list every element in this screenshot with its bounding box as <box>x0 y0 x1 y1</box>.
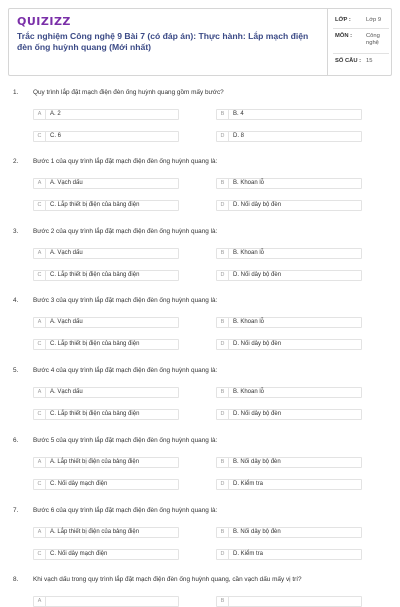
worksheet-meta <box>329 9 391 75</box>
option-letter: D <box>217 132 229 141</box>
option-text: A. Vạch dấu <box>50 250 83 256</box>
answer-option-d[interactable] <box>216 339 362 350</box>
option-letter: D <box>217 480 229 489</box>
option-letter: A <box>34 597 46 606</box>
logo-text: QUIZIZZ <box>17 15 71 28</box>
option-letter: B <box>217 388 229 397</box>
option-text: A. Vạch dấu <box>50 389 83 395</box>
meta-class-label: LỚP : <box>335 17 351 23</box>
option-letter: A <box>34 458 46 467</box>
question-text: Bước 4 của quy trình lắp đặt mạch điện đèn ống huỳnh quang là: <box>33 367 218 374</box>
option-text: D. 8 <box>233 133 245 139</box>
answer-option-d[interactable] <box>216 200 362 211</box>
option-letter: D <box>217 340 229 349</box>
option-letter: C <box>34 550 46 559</box>
answer-option-d[interactable] <box>216 409 362 420</box>
meta-separator <box>333 53 389 54</box>
option-letter: A <box>34 528 46 537</box>
option-text: A. 2 <box>50 111 61 117</box>
option-text: D. Nối dây bộ đèn <box>233 272 282 278</box>
question-number: 4. <box>13 297 19 304</box>
meta-class-value: Lớp 9 <box>366 17 382 23</box>
answer-option-a[interactable] <box>33 387 179 398</box>
worksheet-title: Trắc nghiệm Công nghệ 9 Bài 7 (có đáp án): Thực hành: Lắp mạch điện đèn ống huỳnh quang (Mới nhất) <box>17 31 309 52</box>
question-text: Quy trình lắp đặt mạch điện đèn ống huỳnh quang gồm mấy bước? <box>33 89 224 96</box>
question-number: 1. <box>13 89 19 96</box>
question-number: 2. <box>13 158 19 165</box>
answer-option-c[interactable] <box>33 339 179 350</box>
answer-option-b[interactable] <box>216 317 362 328</box>
question-number: 6. <box>13 437 19 444</box>
question-number: 5. <box>13 367 19 374</box>
answer-option-a[interactable] <box>33 596 179 607</box>
answer-option-c[interactable] <box>33 200 179 211</box>
option-text: A. Vạch dấu <box>50 319 83 325</box>
answer-option-b[interactable] <box>216 109 362 120</box>
answer-option-a[interactable] <box>33 527 179 538</box>
option-letter: C <box>34 132 46 141</box>
quizizz-logo <box>17 15 71 28</box>
option-letter: B <box>217 597 229 606</box>
meta-subject-value: Công nghệ <box>366 33 380 46</box>
option-text: C. Lắp thiết bị điện của bảng điện <box>50 272 140 278</box>
question-number: 7. <box>13 507 19 514</box>
option-text: C. Lắp thiết bị điện của bảng điện <box>50 202 140 208</box>
option-letter: D <box>217 201 229 210</box>
answer-option-d[interactable] <box>216 131 362 142</box>
option-letter: B <box>217 528 229 537</box>
answer-option-d[interactable] <box>216 549 362 560</box>
option-text: D. Kiểm tra <box>233 481 264 487</box>
question-number: 3. <box>13 228 19 235</box>
option-text: B. Khoan lỗ <box>233 319 265 325</box>
option-letter: B <box>217 179 229 188</box>
header-divider <box>327 9 328 75</box>
answer-option-c[interactable] <box>33 479 179 490</box>
answer-option-d[interactable] <box>216 270 362 281</box>
option-text: B. Nối dây bộ đèn <box>233 529 281 535</box>
option-letter: C <box>34 410 46 419</box>
option-letter: B <box>217 110 229 119</box>
answer-option-b[interactable] <box>216 178 362 189</box>
option-text: B. 4 <box>233 111 244 117</box>
meta-count-value: 15 <box>366 58 373 64</box>
option-text: A. Lắp thiết bị điện của bảng điện <box>50 459 140 465</box>
option-text: D. Kiểm tra <box>233 551 264 557</box>
option-text: C. Lắp thiết bị điện của bảng điện <box>50 411 140 417</box>
option-text: C. 6 <box>50 133 62 139</box>
option-text: B. Khoan lỗ <box>233 389 265 395</box>
option-text: D. Nối dây bộ đèn <box>233 411 282 417</box>
question-number: 8. <box>13 576 19 583</box>
option-text: B. Khoan lỗ <box>233 180 265 186</box>
answer-option-c[interactable] <box>33 409 179 420</box>
meta-count-label: SỐ CÂU : <box>335 58 362 64</box>
answer-option-b[interactable] <box>216 527 362 538</box>
option-letter: C <box>34 201 46 210</box>
question-text: Bước 1 của quy trình lắp đặt mạch điện đèn ống huỳnh quang là: <box>33 158 218 165</box>
option-letter: A <box>34 249 46 258</box>
option-letter: D <box>217 550 229 559</box>
option-text: A. Vạch dấu <box>50 180 83 186</box>
meta-separator <box>333 28 389 29</box>
option-letter: A <box>34 179 46 188</box>
option-text: C. Nối dây mạch điện <box>50 481 108 487</box>
question-text: Khi vạch dấu trong quy trình lắp đặt mạch điện đèn ống huỳnh quang, cần vạch dấu mấy vị trí? <box>33 576 302 583</box>
option-letter: C <box>34 340 46 349</box>
worksheet-header <box>8 8 392 76</box>
answer-option-d[interactable] <box>216 479 362 490</box>
option-letter: A <box>34 110 46 119</box>
option-letter: B <box>217 458 229 467</box>
option-letter: A <box>34 318 46 327</box>
question-text: Bước 3 của quy trình lắp đặt mạch điện đèn ống huỳnh quang là: <box>33 297 218 304</box>
option-text: B. Nối dây bộ đèn <box>233 459 281 465</box>
option-letter: C <box>34 271 46 280</box>
option-text: C. Nối dây mạch điện <box>50 551 108 557</box>
option-letter: C <box>34 480 46 489</box>
question-text: Bước 6 của quy trình lắp đặt mạch điện đèn ống huỳnh quang là: <box>33 507 218 514</box>
answer-option-a[interactable] <box>33 248 179 259</box>
option-letter: D <box>217 271 229 280</box>
option-text: D. Nối dây bộ đèn <box>233 202 282 208</box>
option-letter: D <box>217 410 229 419</box>
option-text: D. Nối dây bộ đèn <box>233 341 282 347</box>
answer-option-b[interactable] <box>216 596 362 607</box>
option-letter: A <box>34 388 46 397</box>
answer-option-a[interactable] <box>33 178 179 189</box>
option-letter: B <box>217 318 229 327</box>
option-text: B. Khoan lỗ <box>233 250 265 256</box>
question-text: Bước 2 của quy trình lắp đặt mạch điện đèn ống huỳnh quang là: <box>33 228 218 235</box>
answer-option-b[interactable] <box>216 387 362 398</box>
answer-option-a[interactable] <box>33 109 179 120</box>
answer-option-c[interactable] <box>33 131 179 142</box>
option-text: C. Lắp thiết bị điện của bảng điện <box>50 341 140 347</box>
answer-option-c[interactable] <box>33 270 179 281</box>
answer-option-b[interactable] <box>216 457 362 468</box>
option-letter: B <box>217 249 229 258</box>
meta-subject-label: MÔN : <box>335 33 353 39</box>
answer-option-c[interactable] <box>33 549 179 560</box>
question-text: Bước 5 của quy trình lắp đặt mạch điện đèn ống huỳnh quang là: <box>33 437 218 444</box>
answer-option-a[interactable] <box>33 457 179 468</box>
answer-option-b[interactable] <box>216 248 362 259</box>
option-text: A. Lắp thiết bị điện của bảng điện <box>50 529 140 535</box>
answer-option-a[interactable] <box>33 317 179 328</box>
